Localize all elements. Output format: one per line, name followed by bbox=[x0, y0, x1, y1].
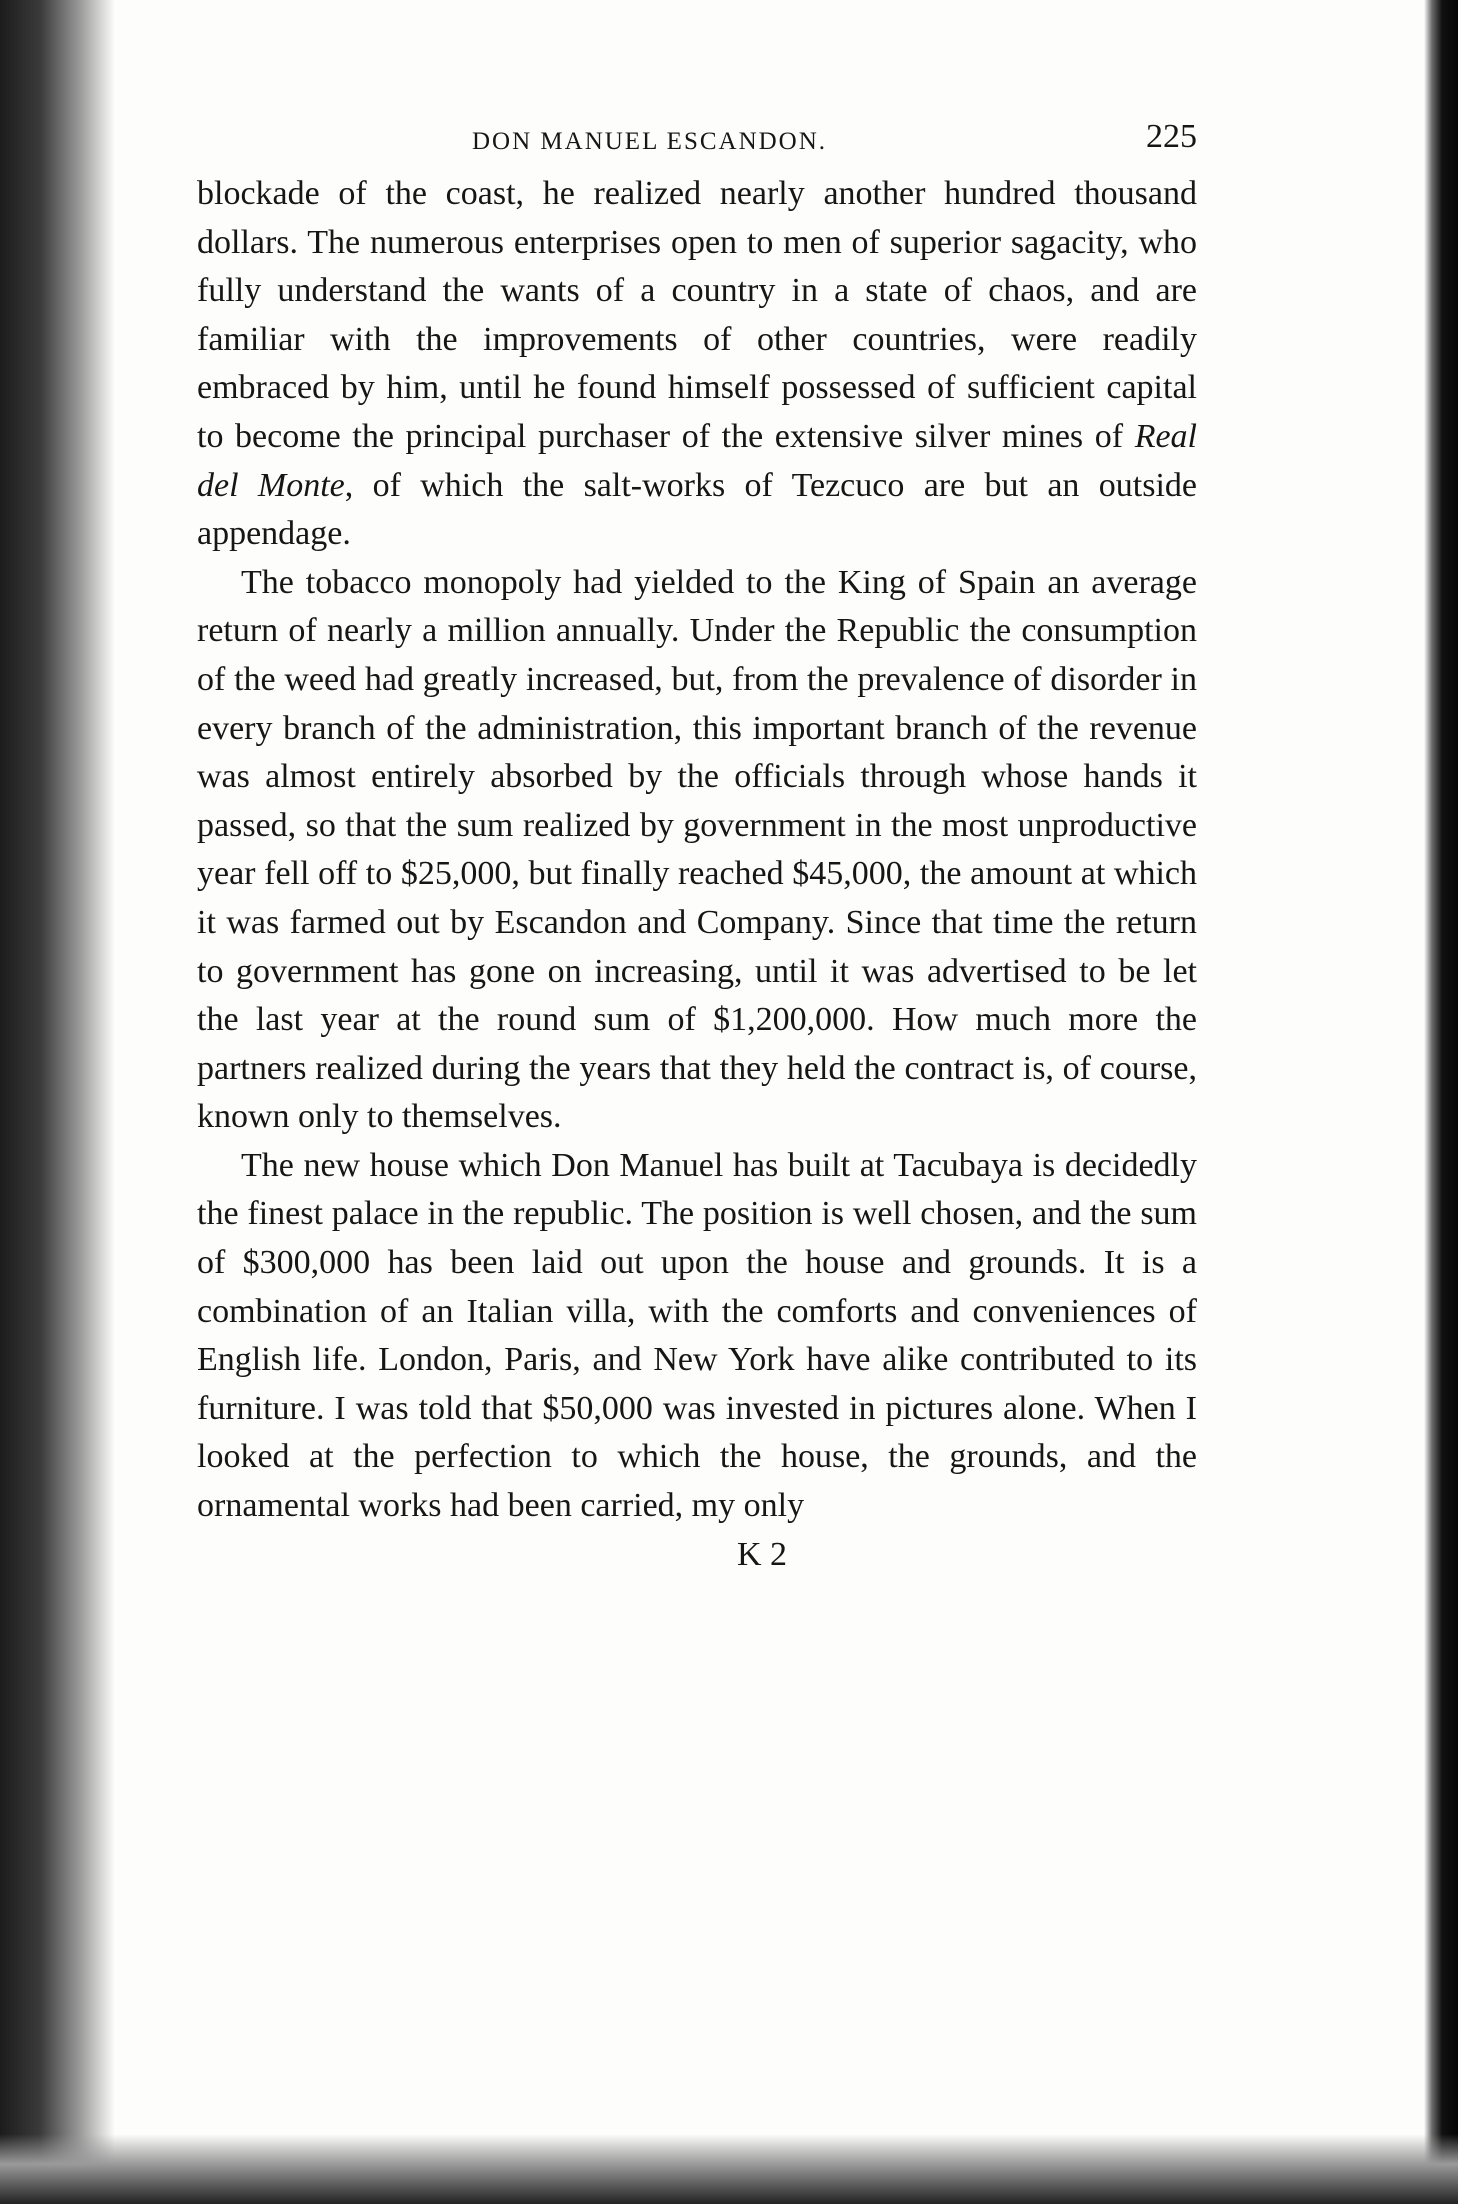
running-head bbox=[197, 118, 1197, 170]
scan-bottom-edge bbox=[0, 2134, 1458, 2204]
paragraph-3: The new house which Don Manuel has built at Tacubaya is decidedly the finest palace in the republic. The position is well chosen, and the sum of $300,000 has been laid out upon the house and grounds. It is a combination of an Italian villa, with the comforts and conveniences of English life. London, Paris, and New York have alike contributed to its furniture. I was told that $50,000 was invested in pictures alone. When I looked at the perfection to which the house, the grounds, and the ornamental works had been carried, my only bbox=[197, 1146, 1197, 1525]
scan-left-edge bbox=[0, 0, 115, 2204]
scan-right-edge bbox=[1424, 0, 1458, 2204]
paragraph-2: The tobacco monopoly had yielded to the King of Spain an average return of nearly a million annually. Under the Republic the consumption of the weed had greatly increased, but, from the prevalence of disorder in every branch of the administration, this important branch of the revenue was almost entirely absorbed by the officials through whose hands it passed, so that the sum realized by government in the most unproductive year fell off to $25,000, but finally reached $45,000, the amount at which it was farmed out by Escandon and Company. Since that time the return to government has gone on increasing, until it was advertised to be let the last year at the round sum of $1,200,000. How much more the partners realized during the years that they held the contract is, of course, known only to themselves. bbox=[197, 563, 1197, 1136]
paragraph-1-text-end: , of which the salt-works of Tezcuco are but an outside appendage. bbox=[197, 466, 1197, 553]
page-number: 225 bbox=[1146, 118, 1197, 155]
paragraph-1-text: blockade of the coast, he realized nearly another hundred thousand dollars. The numerous enterprises open to men of superior sagacity, who fully understand the wants of a country in a state of chaos, and are familiar with the improvements of other countries, were readily embraced by him, until he found himself possessed of sufficient capital to become the principal purchaser of the extensive silver mines of bbox=[197, 175, 1197, 455]
paragraph-1-italic: Real del Monte bbox=[197, 417, 1197, 504]
running-head-title: DON MANUEL ESCANDON. bbox=[472, 128, 828, 155]
paragraph-1 bbox=[197, 170, 1197, 559]
text-block bbox=[197, 118, 1197, 1575]
signature-mark: K 2 bbox=[736, 1535, 788, 1573]
